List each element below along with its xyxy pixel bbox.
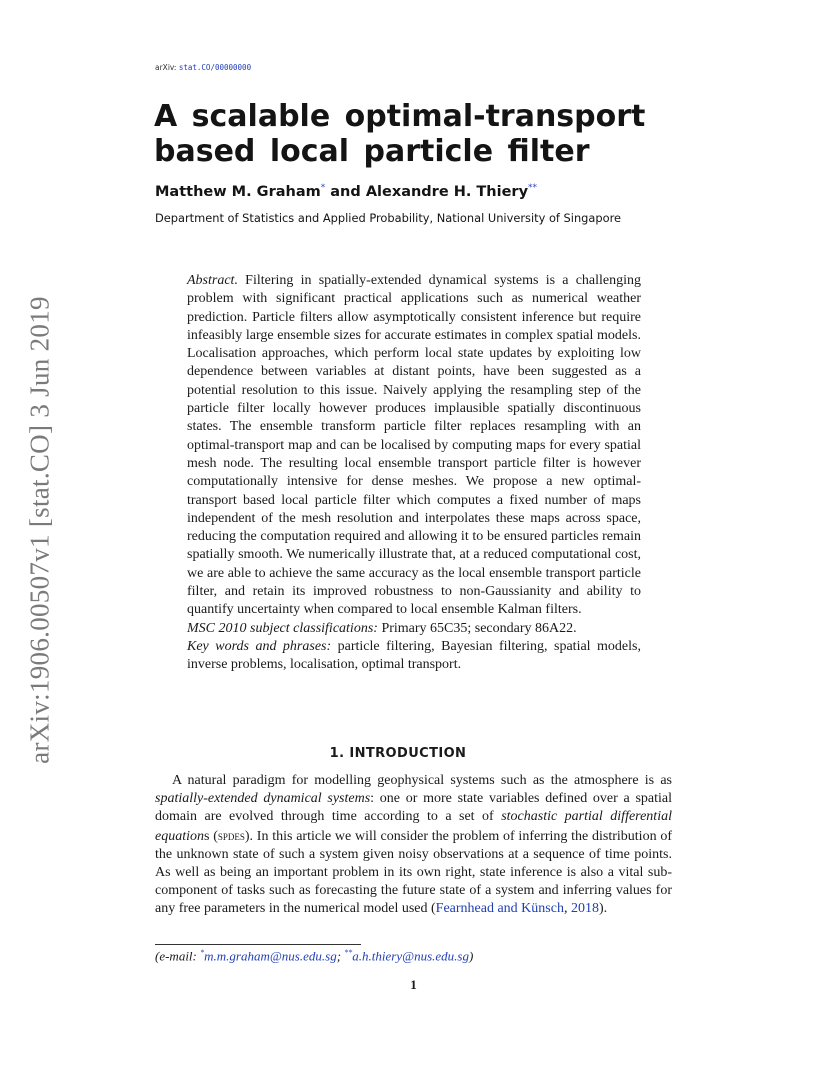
intro-text-4: ). In this article we will consider the problem of inferring the distribution of the unknown state of such a system given noisy observations at a sequence of time points. As well as being an important problem in its own right, state inference is also a vital sub-component of tasks such as forecasting the future state of a system and inferring values for any free parameters in the numerical model used ( bbox=[155, 828, 672, 917]
section-heading: 1. INTRODUCTION bbox=[329, 746, 467, 761]
abstract-text: Filtering in spatially-extended dynamical systems is a challenging problem with significant practical applications such as numerical weather prediction. Particle filters allow asymptotically consistent inference but require infeasibly large ensemble sizes for accurate estimates in complex spatial models. Localisation approaches, which perform local state updates by exploiting low dependence between variables at distant points, have been suggested as a potential resolution to this issue. Naively applying the resampling step of the particle filter locally however produces implausible spatially discontinuous states. The ensemble transform particle filter replaces resampling with an optimal-transport map and can be localised by computing maps for every spatial mesh node. The resulting local ensemble transport particle filter is however computationally intensive for dense meshes. We propose a new optimal-transport based local particle filter which computes a fixed number of maps independent of the mesh resolution and interpolates these maps across space, reducing the computation required and allowing it to be ensured particles remain spatially smooth. We numerically illustrate that, at a reduced computational cost, we are able to achieve the same accuracy as the local ensemble transport particle filter, and retain its improved robustness to non-Gaussianity and ability to quantify uncertainty when compared to local ensemble Kalman filters. bbox=[187, 273, 641, 618]
keywords-label: Key words and phrases: bbox=[187, 638, 332, 654]
footnote-emails bbox=[155, 948, 473, 964]
affiliation: Department of Statistics and Applied Probability, National University of Singapore bbox=[155, 211, 622, 225]
intro-text-5: ). bbox=[598, 901, 608, 917]
arxiv-header bbox=[155, 63, 251, 72]
author-1-footnote-mark[interactable]: * bbox=[320, 183, 326, 193]
intro-emphasis-1: spatially-extended dynamical systems bbox=[155, 791, 371, 807]
citation-sep: , bbox=[563, 901, 571, 917]
author-conjunction: and bbox=[325, 183, 366, 200]
footnote-mark-1: * bbox=[200, 948, 205, 957]
msc-label: MSC 2010 subject classifications: bbox=[187, 620, 378, 636]
msc-text: Primary 65C35; secondary 86A22. bbox=[377, 620, 577, 636]
arxiv-sidebar-id: arXiv:1906.00507v1 [stat.CO] 3 Jun 2019 bbox=[24, 296, 55, 764]
intro-paragraph bbox=[155, 772, 672, 919]
intro-text-1: A natural paradigm for modelling geophysical systems such as the atmosphere is as bbox=[172, 773, 672, 788]
footnote-sep: ; bbox=[336, 948, 345, 964]
paper-title bbox=[154, 99, 714, 169]
arxiv-id-link[interactable]: stat.CO/00000000 bbox=[178, 63, 252, 72]
footnote-mark-2: ** bbox=[344, 948, 353, 957]
arxiv-prefix: arXiv: bbox=[155, 63, 179, 72]
footnote-rule bbox=[155, 944, 361, 945]
intro-emphasis-2: stochastic partial differential equation bbox=[155, 809, 672, 844]
intro-text-3: s ( bbox=[204, 828, 218, 844]
author-2-footnote-mark[interactable]: ** bbox=[528, 183, 538, 193]
abstract-paragraph bbox=[187, 272, 641, 620]
title-line-2: based local particle filter bbox=[154, 134, 590, 169]
intro-text-2: : one or more state variables defined over a spatial domain are evolved through time according to a set of bbox=[155, 791, 672, 825]
author-list bbox=[155, 183, 537, 200]
citation-year-link[interactable]: 2018 bbox=[570, 901, 599, 917]
title-line-1: A scalable optimal-transport bbox=[154, 99, 646, 134]
author-1: Matthew M. Graham bbox=[155, 183, 321, 200]
footnote-close: ) bbox=[468, 948, 474, 964]
email-link-2[interactable]: a.h.thiery@nus.edu.sg bbox=[352, 948, 469, 964]
keywords-text: particle filtering, Bayesian filtering, spatial models, inverse problems, localisation, optimal transport. bbox=[187, 638, 641, 673]
email-link-1[interactable]: m.m.graham@nus.edu.sg bbox=[204, 948, 337, 964]
arxiv-sidebar-stamp bbox=[20, 295, 60, 765]
abstract-block bbox=[187, 272, 641, 675]
author-2: Alexandre H. Thiery bbox=[365, 183, 529, 200]
footnote-open: (e-mail: bbox=[155, 948, 201, 964]
abstract-label: Abstract. bbox=[187, 273, 238, 288]
spdes-abbrev: spdes bbox=[217, 828, 245, 843]
keywords bbox=[187, 638, 641, 675]
msc-classification bbox=[187, 620, 641, 638]
citation-authors-link[interactable]: Fearnhead and Künsch bbox=[435, 901, 564, 917]
page-number: 1 bbox=[410, 977, 417, 992]
